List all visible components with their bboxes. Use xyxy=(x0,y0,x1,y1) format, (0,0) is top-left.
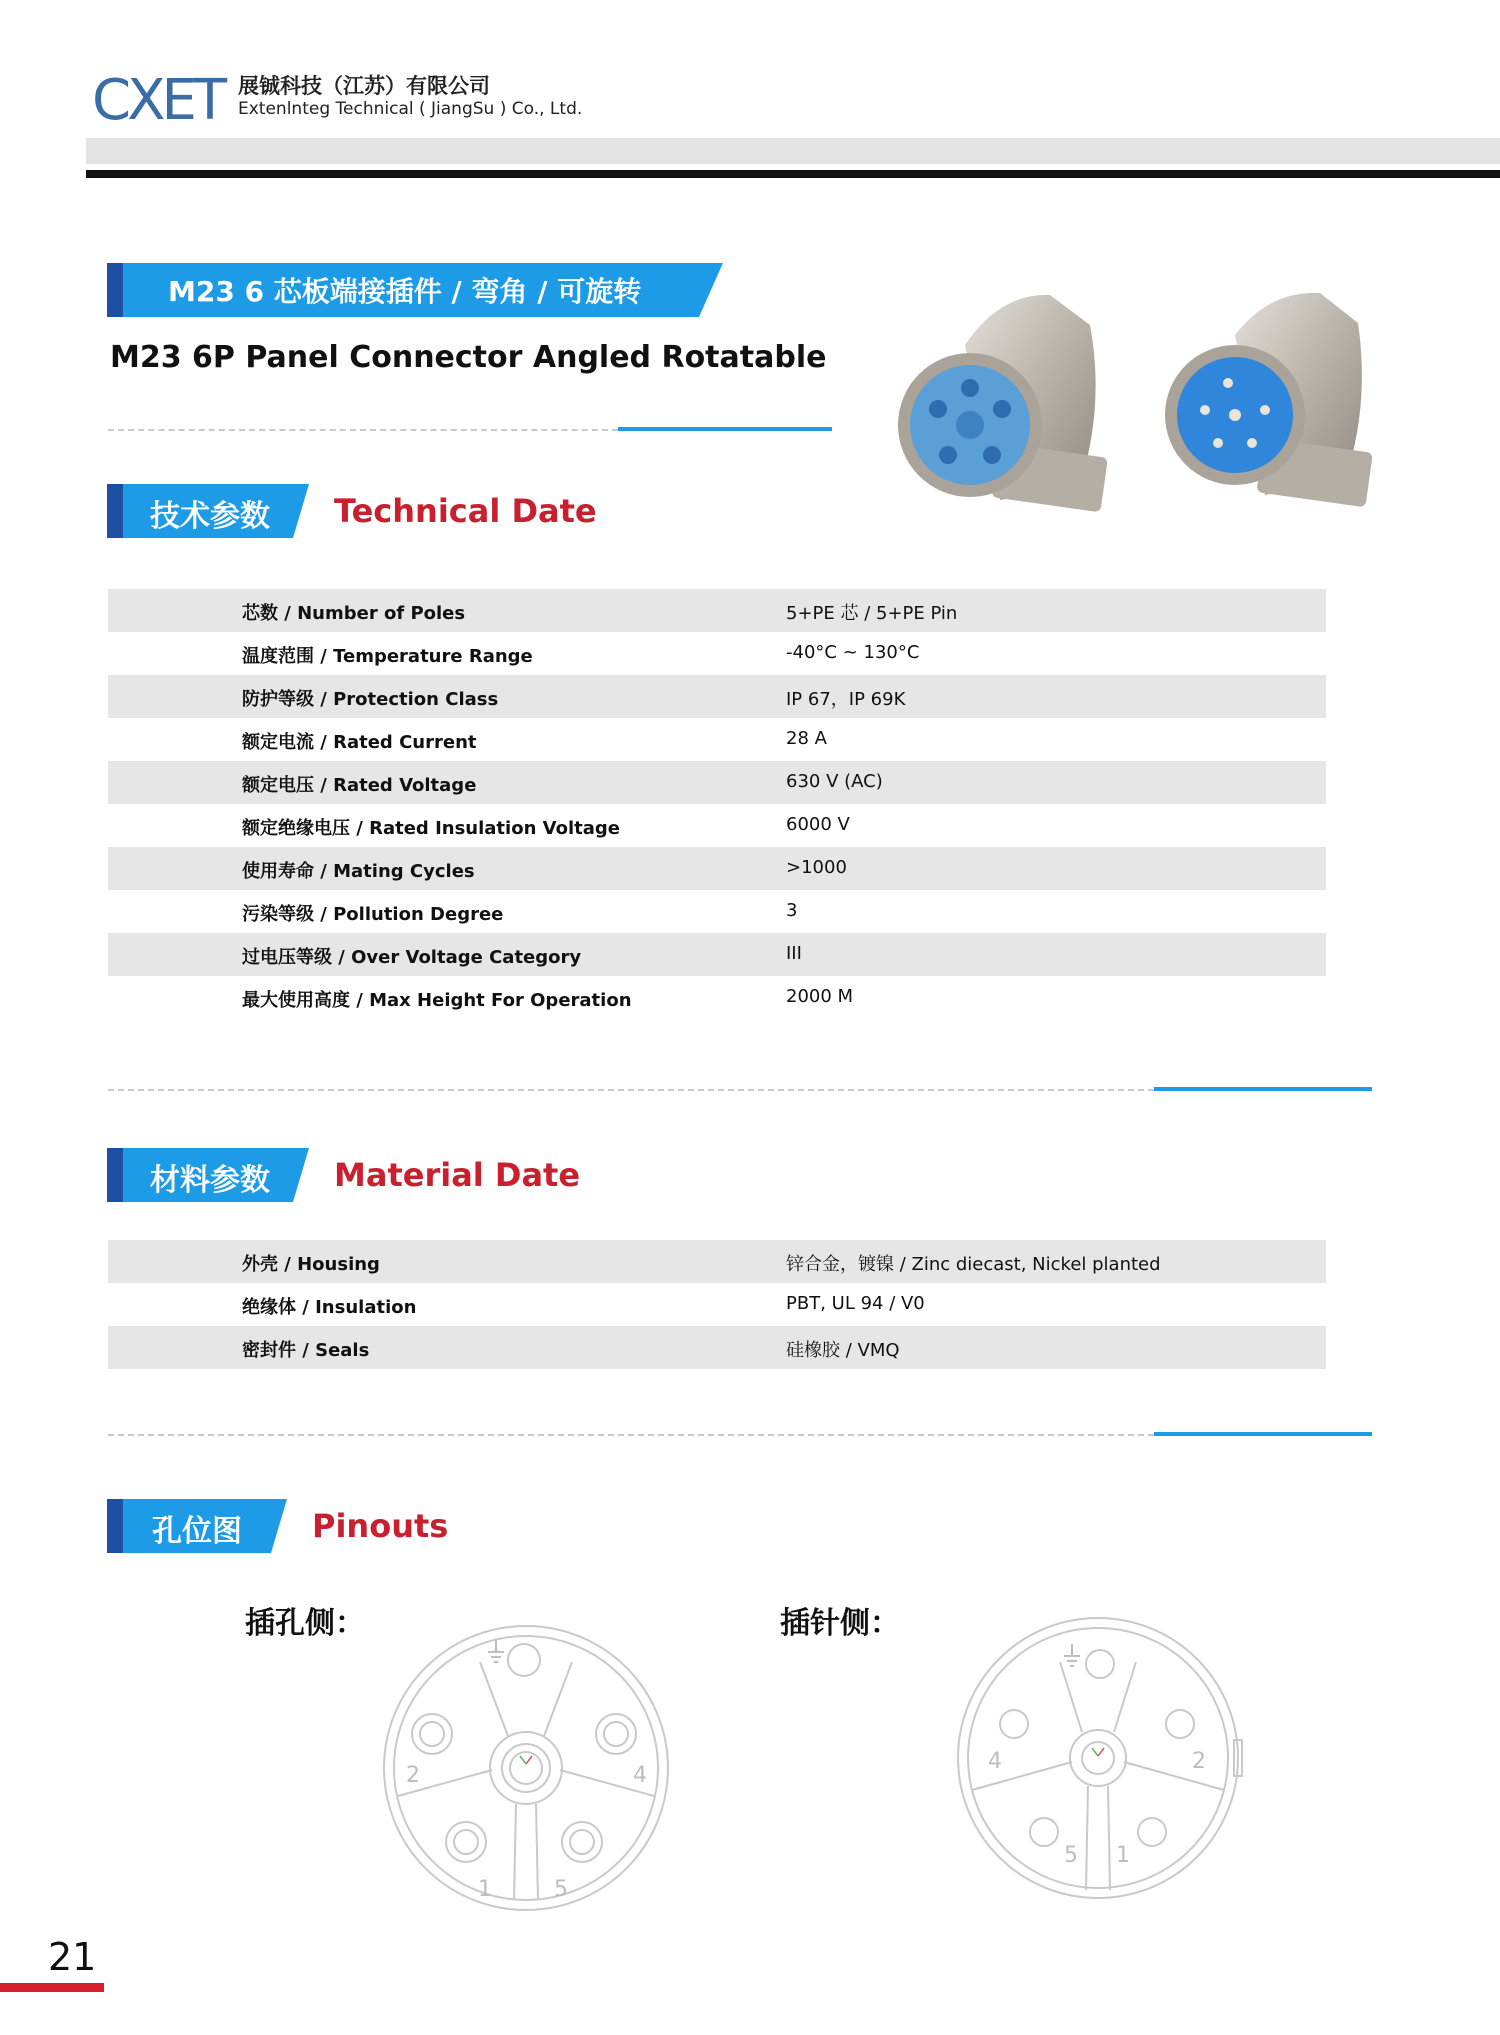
table-row xyxy=(108,847,1326,890)
separator-accent xyxy=(1154,1087,1372,1091)
pin-pinout-diagram xyxy=(948,1610,1248,1900)
param-value: -40°C ~ 130°C xyxy=(786,642,920,663)
technical-heading-cn: 技术参数 xyxy=(150,499,270,534)
pin-number-label: 2 xyxy=(406,1763,420,1788)
param-name: 使用寿命 / Mating Cycles xyxy=(242,861,475,882)
technical-heading-en: Technical Date xyxy=(334,492,597,530)
socket-side-label: 插孔侧： xyxy=(245,1606,365,1641)
param-value: 630 V (AC) xyxy=(786,771,883,792)
pin-number-label: 4 xyxy=(988,1749,1002,1774)
param-value: III xyxy=(786,943,802,964)
table-row xyxy=(108,1326,1326,1369)
table-row xyxy=(108,718,1326,761)
pin-number-label: 5 xyxy=(554,1877,568,1902)
separator-dashed xyxy=(108,429,618,431)
table-row xyxy=(108,675,1326,718)
product-title-en: M23 6P Panel Connector Angled Rotatable xyxy=(110,340,827,375)
pin-number-label: 4 xyxy=(633,1763,647,1788)
param-value: PBT, UL 94 / V0 xyxy=(786,1293,925,1314)
param-value: IP 67，IP 69K xyxy=(786,689,906,710)
table-row xyxy=(108,761,1326,804)
table-row xyxy=(108,976,1326,1019)
param-value: 硅橡胶 / VMQ xyxy=(786,1340,900,1361)
table-row xyxy=(108,1240,1326,1283)
separator-dashed xyxy=(108,1089,1154,1091)
param-value: 锌合金，镀镍 / Zinc diecast, Nickel planted xyxy=(786,1254,1161,1275)
separator-accent xyxy=(1154,1432,1372,1436)
header-band xyxy=(86,138,1500,164)
param-name: 额定绝缘电压 / Rated Insulation Voltage xyxy=(242,818,620,839)
param-name: 绝缘体 / Insulation xyxy=(242,1297,417,1318)
param-name: 额定电流 / Rated Current xyxy=(242,732,477,753)
param-name: 密封件 / Seals xyxy=(242,1340,370,1361)
separator-dashed xyxy=(108,1434,1154,1436)
company-logo: CXET xyxy=(92,68,224,133)
table-row xyxy=(108,804,1326,847)
table-row xyxy=(108,890,1326,933)
product-title-cn: M23 6 芯板端接插件 / 弯角 / 可旋转 xyxy=(168,275,642,308)
ground-icon xyxy=(1064,1644,1080,1666)
separator-accent xyxy=(618,427,832,431)
table-row xyxy=(108,1283,1326,1326)
param-value: 6000 V xyxy=(786,814,850,835)
table-row xyxy=(108,933,1326,976)
pinouts-heading-en: Pinouts xyxy=(312,1507,449,1545)
table-row xyxy=(108,632,1326,675)
header-rule xyxy=(86,170,1500,178)
socket-connector-photo xyxy=(898,295,1108,512)
param-value: 5+PE 芯 / 5+PE Pin xyxy=(786,603,958,624)
material-table xyxy=(108,1240,1326,1369)
technical-table xyxy=(108,589,1326,1019)
pin-number-label: 1 xyxy=(478,1877,492,1902)
pin-number-label: 5 xyxy=(1064,1843,1078,1868)
pinouts-heading-cn: 孔位图 xyxy=(152,1514,242,1549)
page-number-bar xyxy=(0,1983,104,1992)
param-name: 过电压等级 / Over Voltage Category xyxy=(242,947,582,968)
param-name: 防护等级 / Protection Class xyxy=(242,689,499,710)
page-number: 21 xyxy=(48,1935,97,1979)
table-row xyxy=(108,589,1326,632)
company-name-cn: 展铖科技（江苏）有限公司 xyxy=(238,74,490,98)
socket-pinout-diagram xyxy=(368,1620,680,1912)
param-name: 污染等级 / Pollution Degree xyxy=(242,904,504,925)
param-value: >1000 xyxy=(786,857,847,878)
param-name: 额定电压 / Rated Voltage xyxy=(242,775,477,796)
param-value: 2000 M xyxy=(786,986,854,1007)
param-name: 最大使用高度 / Max Height For Operation xyxy=(242,990,632,1011)
param-value: 28 A xyxy=(786,728,827,749)
pin-side-label: 插针侧： xyxy=(780,1606,900,1641)
pin-number-label: 2 xyxy=(1192,1749,1206,1774)
param-name: 外壳 / Housing xyxy=(242,1254,380,1275)
param-value: 3 xyxy=(786,900,798,921)
pin-connector-photo xyxy=(1165,293,1373,508)
param-name: 温度范围 / Temperature Range xyxy=(242,646,533,667)
product-photos xyxy=(880,285,1400,535)
material-heading-cn: 材料参数 xyxy=(150,1163,270,1198)
material-heading-en: Material Date xyxy=(334,1156,581,1194)
ground-icon xyxy=(488,1640,504,1662)
company-name-en: Extenlnteg Technical ( JiangSu ) Co., Ltd. xyxy=(238,99,583,119)
pin-number-label: 1 xyxy=(1116,1843,1130,1868)
param-name: 芯数 / Number of Poles xyxy=(242,603,466,624)
